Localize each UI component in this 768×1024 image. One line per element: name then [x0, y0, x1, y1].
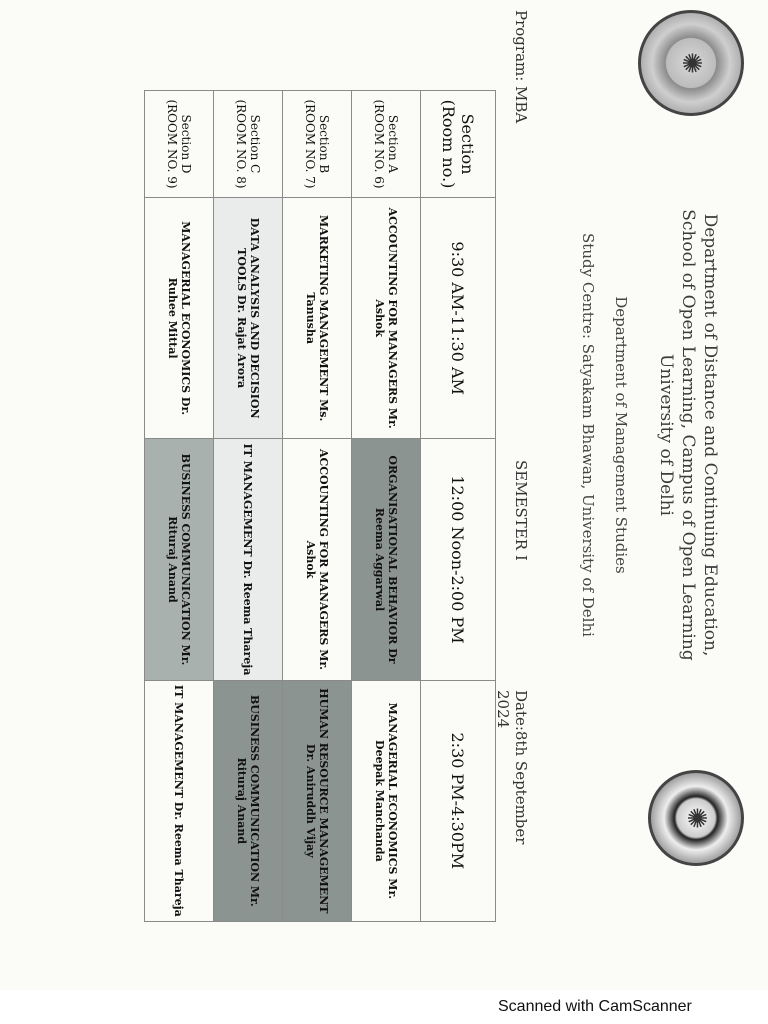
- class-cell: ORGANISATIONAL BEHAVIOR Dr Reema Aggarwal: [352, 439, 421, 680]
- class-cell: BUSINESS COMMUNICATION Mr. Rituraj Anand: [145, 439, 214, 680]
- table-header-row: [421, 91, 496, 922]
- header-cell: 2:30 PM-4:30PM: [421, 680, 496, 921]
- section-cell: Section B (ROOM NO. 7): [283, 91, 352, 198]
- table-row: [352, 91, 421, 922]
- class-cell: MANAGERIAL ECONOMICS Mr. Deepak Manchanda: [352, 680, 421, 921]
- department-seal-icon: ✺: [648, 770, 744, 866]
- header-cell: Section (Room no.): [421, 91, 496, 198]
- header-line-5: Study Centre: Satyakam Bhawan, University of Delhi: [579, 233, 597, 637]
- header-line-1: Department of Distance and Continuing Education,: [700, 213, 720, 657]
- scanner-footer: [0, 990, 768, 1024]
- class-cell: BUSINESS COMMUNICATION Mr. Rituraj Anand: [214, 680, 283, 921]
- scanner-watermark: Scanned with CamScanner: [498, 998, 692, 1015]
- class-cell: ACCOUNTING FOR MANAGERS Mr. Ashok: [352, 198, 421, 439]
- class-cell: MANAGERIAL ECONOMICS Dr. Ruhee Mittal: [145, 198, 214, 439]
- header-cell: 9:30 AM-11:30 AM: [421, 198, 496, 439]
- section-cell: Section C (ROOM NO. 8): [214, 91, 283, 198]
- class-cell: IT MANAGEMENT Dr. Reema Thareja: [214, 439, 283, 680]
- date-label: Date:8th September 2024: [494, 690, 530, 845]
- section-cell: Section A (ROOM NO. 6): [352, 91, 421, 198]
- table-row: [283, 91, 352, 922]
- timetable: [144, 90, 496, 922]
- section-cell: Section D (ROOM NO. 9): [145, 91, 214, 198]
- semester-label: SEMESTER I: [512, 460, 530, 561]
- program-label: Program: MBA: [512, 10, 530, 124]
- class-cell: IT MANAGEMENT Dr. Reema Thareja: [145, 680, 214, 921]
- class-cell: DATA ANALYSIS AND DECISION TOOLS Dr. Rajat Arora: [214, 198, 283, 439]
- class-cell: HUMAN RESOURCE MANAGEMENT Dr. Aniruddh Vijay: [283, 680, 352, 921]
- document-content: [0, 10, 740, 917]
- header-line-3: University of Delhi: [656, 354, 676, 516]
- table-row: [145, 91, 214, 922]
- table-row: [214, 91, 283, 922]
- header-cell: 12:00 Noon-2:00 PM: [421, 439, 496, 680]
- class-cell: ACCOUNTING FOR MANAGERS Mr. Ashok: [283, 439, 352, 680]
- header-line-4: Department of Management Studies: [612, 296, 630, 574]
- header-line-2: School of Open Learning, Campus of Open Learning: [678, 209, 698, 661]
- class-cell: MARKETING MANAGEMENT Ms. Tanusha: [283, 198, 352, 439]
- university-seal-icon: ✺: [638, 10, 744, 116]
